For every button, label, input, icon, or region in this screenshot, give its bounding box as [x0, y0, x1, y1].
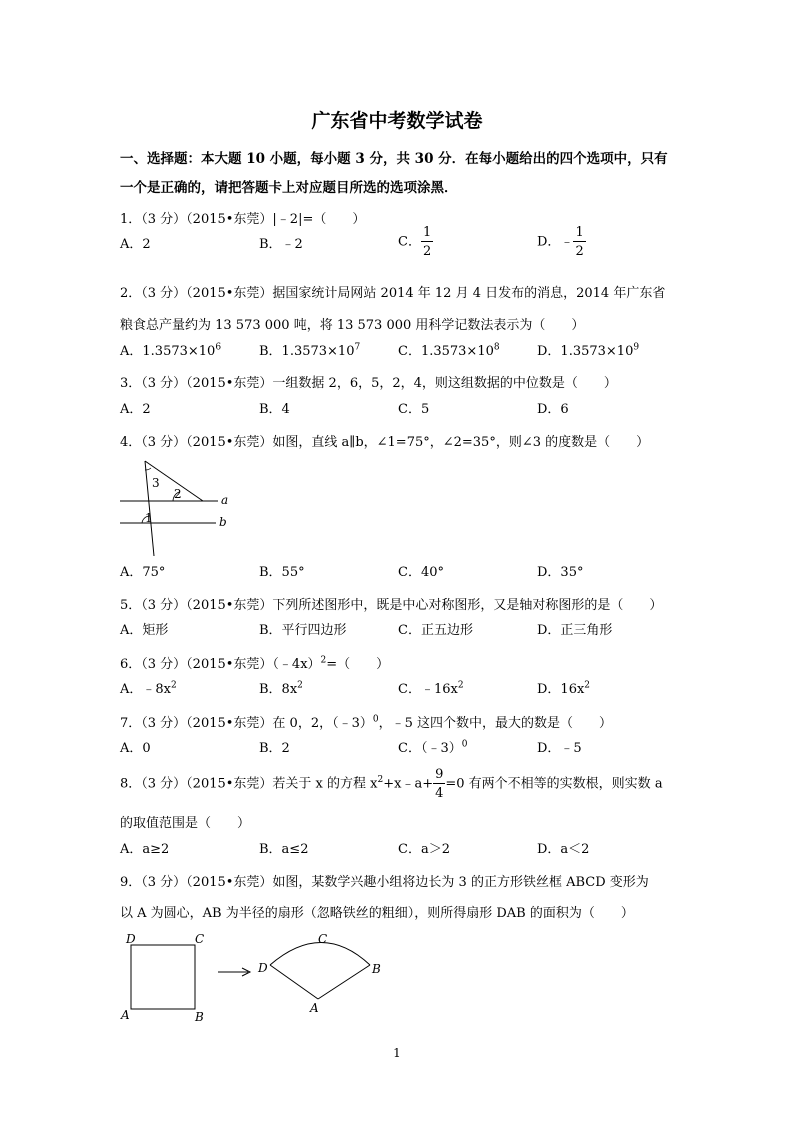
q1-option-b: B．﹣2	[259, 237, 303, 252]
q1-c-fraction: $\frac{1}{2}$	[422, 225, 432, 259]
q4-stem: 4．（3 分）（2015•东莞）如图，直线 a∥b，∠1=75°，∠2=35°，则∠3 的度数是（ ）	[120, 435, 650, 450]
q2-option-c: C．$1.3573\times 10^8$	[398, 342, 500, 359]
q7-option-b: B．2	[259, 741, 290, 756]
q4-option-c: C．40°	[398, 565, 444, 580]
line-a-label: a	[221, 493, 229, 507]
q2-option-a: A．$1.3573\times 10^6$	[120, 342, 222, 359]
q4-option-d: D．35°	[537, 565, 584, 580]
line-b-label: b	[219, 515, 227, 529]
angle-1-label: 1	[145, 511, 153, 525]
q8-stem: 8．（3 分）（2015•东莞）若关于 x 的方程 $x^2+x﹣a+$ $\frac{9}{4}$ =0 有两个不相等的实数根，则实数 a	[120, 767, 663, 801]
q1-option-a: A．2	[120, 237, 151, 252]
q2-stem-line2: 粮食总产量约为 13 573 000 吨，将 13 573 000 用科学记数法表示为（ ）	[120, 318, 585, 333]
q3-option-c: C．5	[398, 402, 430, 417]
sector-vertex-d: D	[258, 961, 268, 975]
q2-option-d: D．$1.3573\times 10^9$	[537, 342, 640, 359]
square-vertex-d: D	[126, 932, 136, 946]
q7-option-d: D．﹣5	[537, 741, 582, 756]
q8-option-c: C．a＞2	[398, 842, 450, 857]
q1-option-c: C． $\frac{1}{2}$	[398, 225, 432, 259]
q1-d-fraction: $\frac{1}{2}$	[575, 225, 584, 259]
q5-option-a: A．矩形	[120, 623, 169, 638]
q8-option-a: A．a≥2	[120, 842, 170, 857]
q3-option-b: B．4	[259, 402, 290, 417]
q4-option-b: B．55°	[259, 565, 305, 580]
sector-vertex-b: B	[372, 962, 381, 976]
q2-stem-line1: 2．（3 分）（2015•东莞）据国家统计局网站 2014 年 12 月 4 日发布的消息，2014 年广东省	[120, 286, 666, 301]
q3-option-d: D．6	[537, 402, 569, 417]
q6-option-b: B．$8x^2$	[259, 680, 303, 697]
page-title: 广东省中考数学试卷	[311, 110, 483, 132]
square-vertex-a: A	[121, 1008, 130, 1022]
square-vertex-b: B	[195, 1010, 204, 1024]
q7-option-a: A．0	[120, 741, 151, 756]
q6-stem: 6．（3 分）（2015•东莞）（﹣4x）$^2$=（ ）	[120, 655, 390, 672]
section-heading-line2: 一个是正确的，请把答题卡上对应题目所选的选项涂黑．	[120, 180, 458, 196]
q9-square-to-sector-figure	[118, 928, 398, 1028]
angle-2-label: 2	[174, 487, 182, 501]
section-heading-line1: 一、选择题：本大题 10 小题，每小题 3 分，共 30 分．在每小题给出的四个选项中，只有	[120, 151, 668, 167]
q7-stem: 7．（3 分）（2015•东莞）在 0，2，（﹣3）$^0$，﹣5 这四个数中，最大的数是（ ）	[120, 714, 613, 731]
q9-stem-line1: 9．（3 分）（2015•东莞）如图，某数学兴趣小组将边长为 3 的正方形铁丝框 ABCD 变形为	[120, 875, 649, 890]
q7-option-c: C．（﹣3）$^0$	[398, 739, 468, 756]
q9-stem-line2: 以 A 为圆心，AB 为半径的扇形（忽略铁丝的粗细），则所得扇形 DAB 的面积为（ ）	[120, 906, 634, 921]
q4-parallel-lines-figure	[118, 456, 243, 558]
sector-vertex-c: C	[318, 932, 328, 946]
sector-vertex-a: A	[310, 1001, 319, 1015]
q5-stem: 5．（3 分）（2015•东莞）下列所述图形中，既是中心对称图形，又是轴对称图形的是（ ）	[120, 598, 663, 613]
q3-option-a: A．2	[120, 402, 151, 417]
page-number: 1	[393, 1046, 401, 1060]
q6-option-a: A．$﹣8x^2$	[120, 680, 177, 697]
q8-option-b: B．a≤2	[259, 842, 309, 857]
q5-option-b: B．平行四边形	[259, 623, 347, 638]
q2-option-b: B．$1.3573\times 10^7$	[259, 342, 361, 359]
q3-stem: 3．（3 分）（2015•东莞）一组数据 2，6，5，2，4，则这组数据的中位数是（ ）	[120, 376, 617, 391]
q4-option-a: A．75°	[120, 565, 166, 580]
q1-stem: 1．（3 分）（2015•东莞）|﹣2|=（ ）	[120, 212, 366, 227]
q8-stem-line2: 的取值范围是（ ）	[120, 816, 251, 831]
q5-option-c: C．正五边形	[398, 623, 473, 638]
q8-option-d: D．a＜2	[537, 842, 590, 857]
square-vertex-c: C	[195, 932, 205, 946]
q6-option-d: D．$16x^2$	[537, 680, 591, 697]
q1-option-d: D．﹣ $\frac{1}{2}$	[537, 225, 584, 259]
angle-3-label: 3	[152, 476, 160, 490]
q6-option-c: C．$﹣16x^2$	[398, 680, 464, 697]
q8-fraction: $\frac{9}{4}$	[435, 767, 444, 801]
q5-option-d: D．正三角形	[537, 623, 613, 638]
